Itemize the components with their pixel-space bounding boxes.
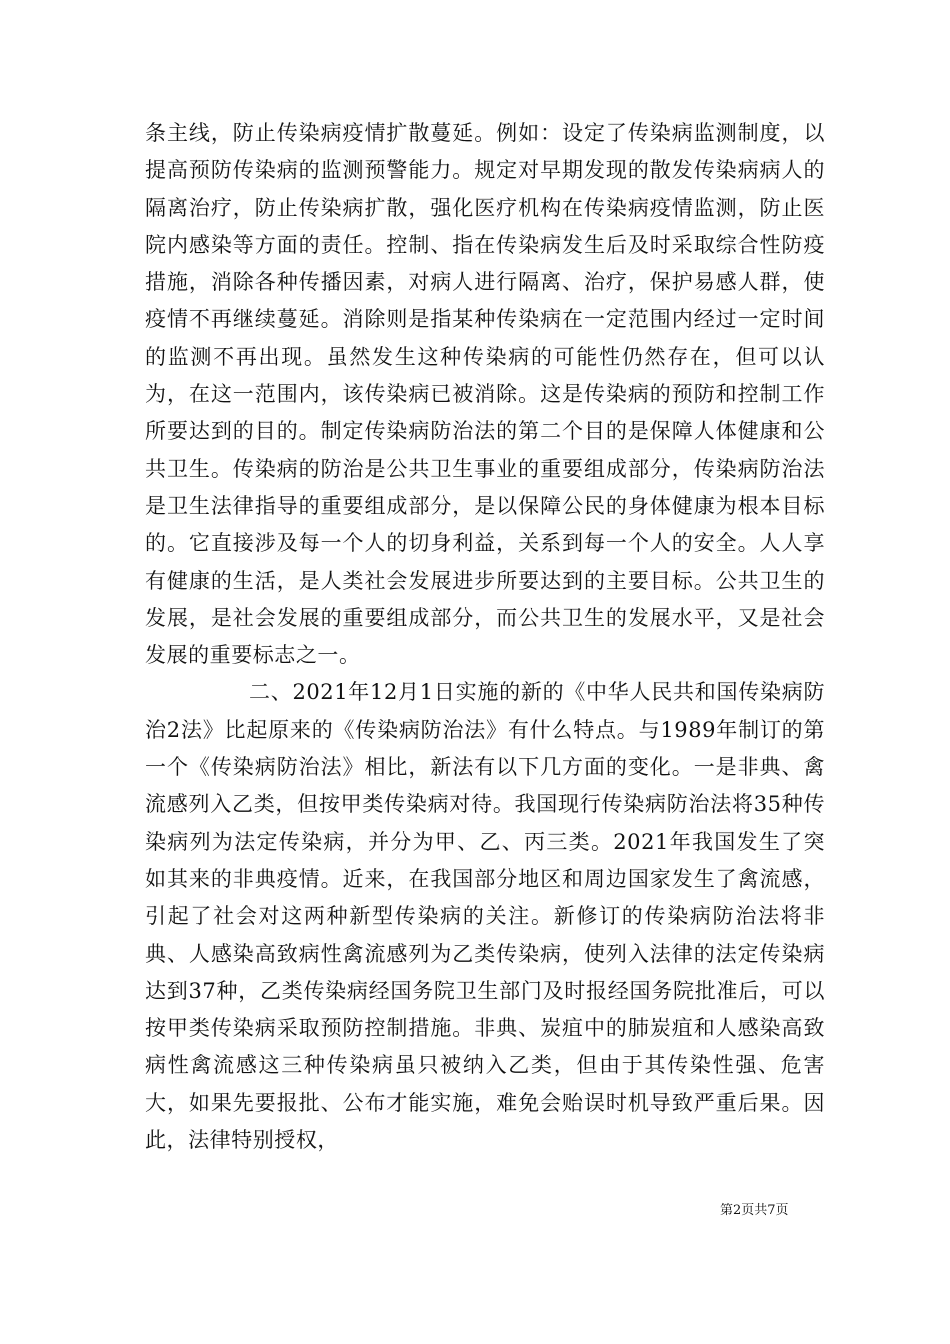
paragraph-1: 条主线，防止传染病疫情扩散蔓延。例如：设定了传染病监测制度，以提高预防传染病的监测预警能力。规定对早期发现的散发传染病病人的隔离治疗，防止传染病扩散，强化医疗机构在传染病疫情监测，防止医院内感染等方面的责任。控制、指在传染病发生后及时采取综合性防疫措施，消除各种传播因素，对病人进行隔离、治疗，保护易感人群，使疫情不再继续蔓延。消除则是指某种传染病在一定范围内经过一定时间的监测不再出现。虽然发生这种传染病的可能性仍然存在，但可以认为，在这一范围内，该传染病已被消除。这是传染病的预防和控制工作所要达到的目的。制定传染病防治法的第二个目的是保障人体健康和公共卫生。传染病的防治是公共卫生事业的重要组成部分，传染病防治法是卫生法律指导的重要组成部分，是以保障公民的身体健康为根本目标的。它直接涉及每一个人的切身利益，关系到每一个人的安全。人人享有健康的生活，是人类社会发展进步所要达到的主要目标。公共卫生的发展，是社会发展的重要组成部分，而公共卫生的发展水平，又是社会发展的重要标志之一。 <box>145 121 825 668</box>
document-body <box>145 115 825 1159</box>
paragraph-2: 二、2021年12月1日实施的新的《中华人民共和国传染病防治2法》比起原来的《传染病防治法》有什么特点。与1989年制订的第一个《传染病防治法》相比，新法有以下几方面的变化。一是非典、禽流感列入乙类，但按甲类传染病对待。我国现行传染病防治法将35种传染病列为法定传染病，并分为甲、乙、丙三类。2021年我国发生了突如其来的非典疫情。近来，在我国部分地区和周边国家发生了禽流感，引起了社会对这两种新型传染病的关注。新修订的传染病防治法将非典、人感染高致病性禽流感列为乙类传染病，使列入法律的法定传染病达到37种，乙类传染病经国务院卫生部门及时报经国务院批准后，可以按甲类传染病采取预防控制措施。非典、炭疽中的肺炭疽和人感染高致病性禽流感这三种传染病虽只被纳入乙类，但由于其传染性强、危害大，如果先要报批、公布才能实施，难免会贻误时机导致严重后果。因此，法律特别授权， <box>145 680 825 1153</box>
page-number-footer: 第2页共7页 <box>720 1203 789 1218</box>
